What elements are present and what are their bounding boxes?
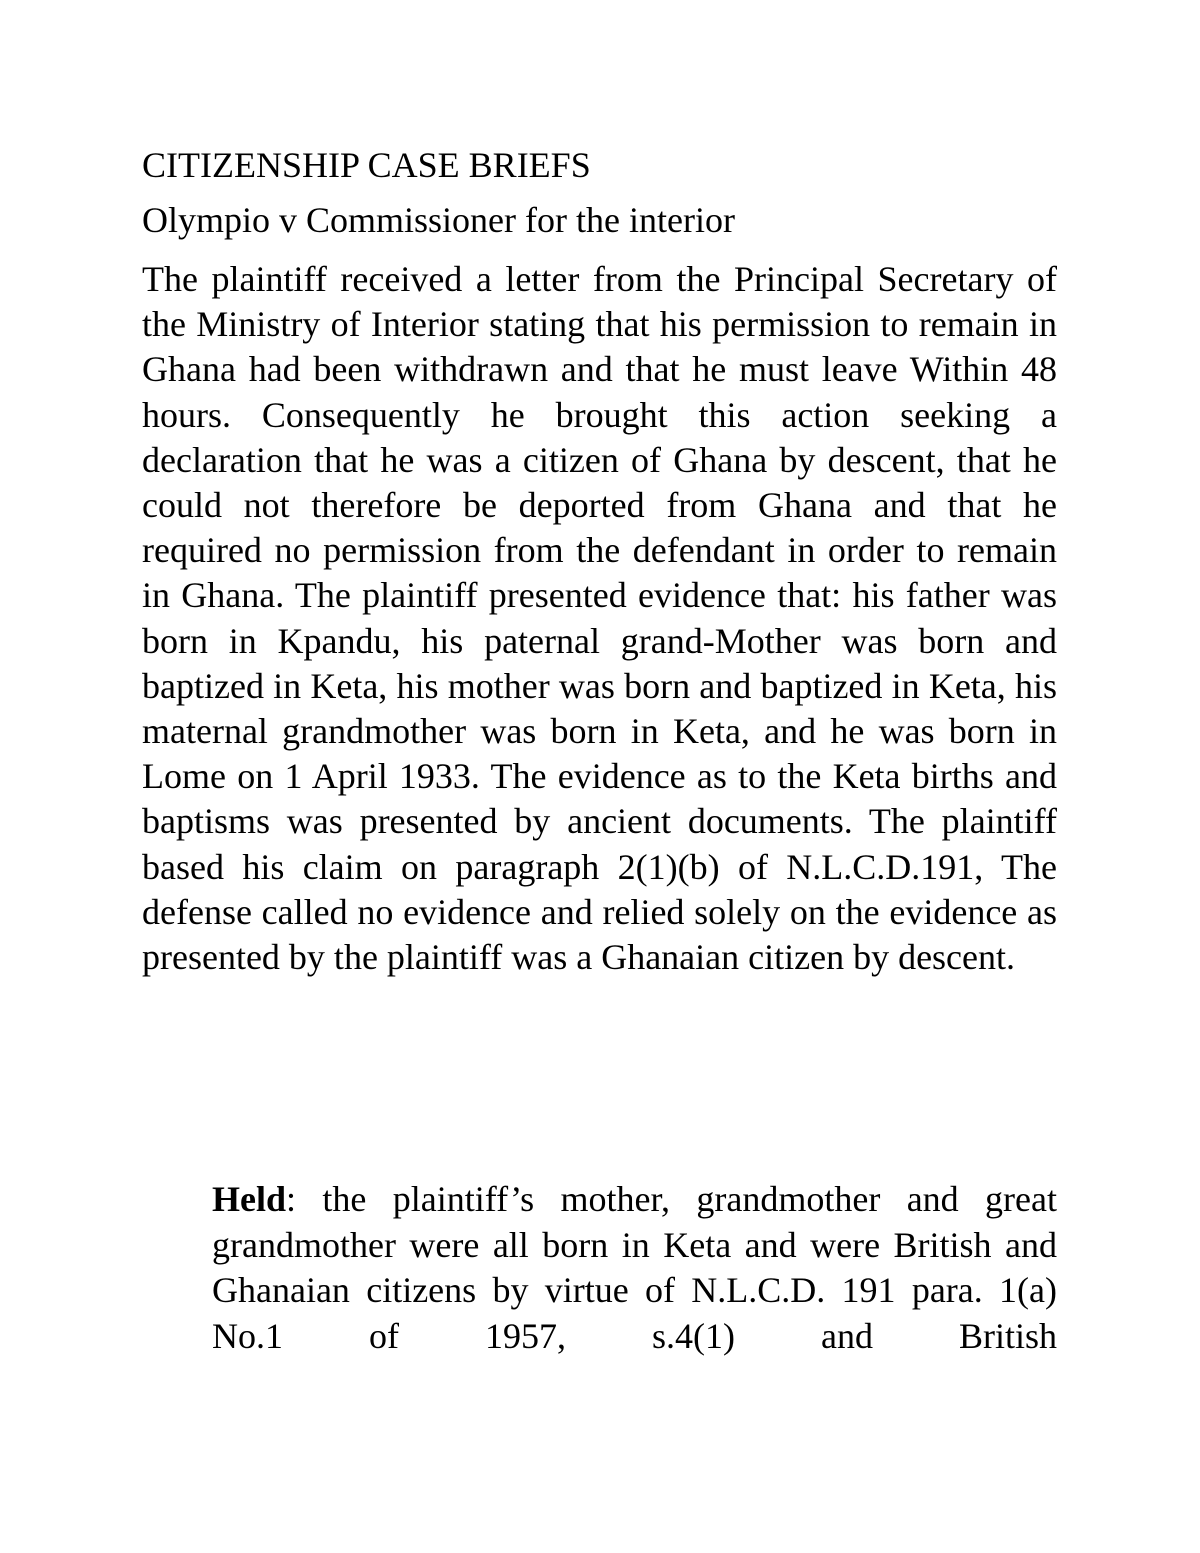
held-paragraph [212,1177,1057,1359]
case-name: Olympio v Commissioner for the interior [142,200,735,240]
document-body [142,143,1057,980]
held-label: Held [212,1179,287,1219]
held-section [212,1177,1057,1359]
facts-paragraph: The plaintiff received a letter from the Principal Secretary of the Ministry of Interior stating that his permission to remain in Ghana had been withdrawn and that he must leave Within 48 hours. Consequently he brought this action seeking a declaration that he was a citizen of Ghana by descent, that he could not therefore be deported from Ghana and that he required no permission from the defendant in order to remain in Ghana. The plaintiff presented evidence that: his father was born in Kpandu, his paternal grand-Mother was born and baptized in Keta, his mother was born and baptized in Keta, his maternal grandmother was born in Keta, and he was born in Lome on 1 April 1933. The evidence as to the Keta births and baptisms was presented by ancient documents. The plaintiff based his claim on paragraph 2(1)(b) of N.L.C.D.191, The defense called no evidence and relied solely on the evidence as presented by the plaintiff was a Ghanaian citizen by descent. [142,259,1057,978]
held-text: : the plaintiff’s mother, grandmother and great grandmother were all born in Keta and were British and Ghanaian citizens by virtue of N.L.C.D. 191 para. 1(a) No.1 of 1957, s.4(1) and British [212,1179,1057,1356]
document-title: CITIZENSHIP CASE BRIEFS [142,145,591,185]
